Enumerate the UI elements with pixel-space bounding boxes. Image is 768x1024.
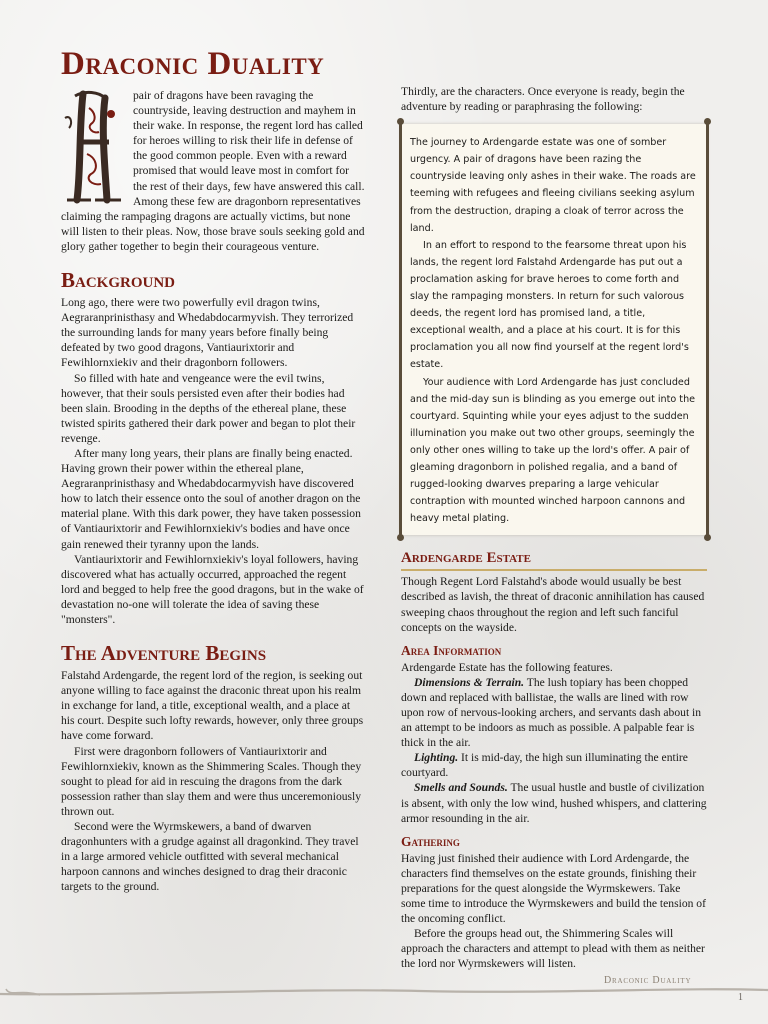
read-aloud-box bbox=[401, 124, 707, 535]
read-aloud-paragraph: In an effort to respond to the fearsome threat upon his lands, the regent lord Falstahd Ardengarde has put out a proclamation asking for brave heroes to come forth and slay the rampaging monsters. In return for such valorous deeds, the regent lord has promised land, a title, exceptional wealth, and a place at his court. It is for this proclamation you all now find yourself at the regent lord's estate. bbox=[410, 239, 689, 371]
intro-section bbox=[61, 88, 365, 254]
gathering-paragraph: Having just finished their audience with Lord Ardengarde, the characters find themselves on the estate grounds, finishing their preparations for the quest alongside the Wyrmskewers. Take some time to introduce the Wyrmskewers and build the tension of the oncoming conflict. bbox=[401, 851, 706, 926]
right-column bbox=[401, 84, 707, 972]
page-title: Draconic Duality bbox=[61, 46, 325, 82]
feature-lighting bbox=[401, 750, 707, 780]
footer-title: Draconic Duality bbox=[604, 975, 692, 986]
background-heading: Background bbox=[61, 268, 176, 293]
footer-ornament-line bbox=[0, 985, 768, 999]
feature-label: Dimensions & Terrain. bbox=[414, 675, 525, 689]
read-aloud-paragraph: Your audience with Lord Ardengarde has just concluded and the mid-day sun is blinding as you emerge out into the courtyard. Squinting while your eyes adjust to the sudden illumination you make out two other groups, seemingly the only other ones willing to take up the lord's offer. A pair of gleaming dragonborn in polished regalia, and a band of rugged-looking dwarves preparing a large vehicular contraption with mounted winched harpoon cannons and heavy metal plating. bbox=[410, 376, 696, 525]
gathering-paragraph: Before the groups head out, the Shimmering Scales will approach the characters and attempt to plead with them as neither the lord nor Wyrmskewers will listen. bbox=[401, 927, 705, 971]
intro-paragraph: pair of dragons have been ravaging the countryside, leaving destruction and mayhem in their wake. In response, the regent lord has called for heroes willing to risk their life in defense of the good common people. Even with a reward promised that would leave most in comfort for the rest of their days, few have answered this call. Among these few are dragonborn representatives claiming the rampaging dragons are actually victims, but none will listen to their pleas. Now, those brave souls seeking gold and glory gather together to begin their courageous venture. bbox=[61, 89, 365, 253]
feature-label: Lighting. bbox=[414, 751, 459, 765]
feature-smells bbox=[401, 780, 707, 825]
adventure-paragraph: Falstahd Ardengarde, the regent lord of the region, is seeking out anyone willing to face against the draconic threat upon his realm in exchange for land, a title, exceptional wealth, and a place at his court. Despite such lofty rewards, however, only three groups have come forward. bbox=[61, 669, 364, 743]
page-number: 1 bbox=[738, 992, 743, 1003]
feature-text: The lush topiary has been chopped down and replaced with ballistae, the walls are lined with row upon row of nervous-looking archers, and servants dash about in an attempt to be indoors as much as possible. A palpable fear is thick in the air. bbox=[401, 675, 702, 750]
box-corner-ornament bbox=[704, 118, 711, 125]
adventure-paragraph: Second were the Wyrmskewers, a band of dwarven dragonhunters with a grudge against all dragonkind. They travel in a large armored vehicle outfitted with several mechanical harpoon cannons and winches designed to drag their draconic targets to the ground. bbox=[61, 820, 359, 894]
background-paragraph: Vantiaurixtorir and Fewihlornxiekiv's loyal followers, having discovered what has actually occurred, approached the regent lord and begged to help free the good dragons, but in the wake of devastation no-one will tolerate the idea of saving these "monsters". bbox=[61, 552, 364, 626]
area-information-heading: Area Information bbox=[401, 642, 502, 658]
area-intro: Ardengarde Estate has the following features. bbox=[401, 660, 613, 674]
thirdly-paragraph: Thirdly, are the characters. Once everyone is ready, begin the adventure by reading or paraphrasing the following: bbox=[401, 85, 685, 114]
background-paragraph: After many long years, their plans are finally being enacted. Having grown their power within the ethereal plane, Aegraranprinisthasy and Whedabdocarmyvish have discovered how to latch their essence onto the soul of another dragon on the material plane. With this dark power, they have taken possession of Vantiaurixtorir and Fewihlornxiekiv's bodies and have once gain renewed their tyranny upon the lands. bbox=[61, 446, 361, 551]
background-paragraph: Long ago, there were two powerfully evil dragon twins, Aegraranprinisthasy and Whedabdocarmyvish. They terrorized the surrounding lands for many years before finally being defeated by two good dragons, Vantiaurixtorir and Fewihlornxiekiv and their dragonborn followers. bbox=[61, 296, 354, 370]
feature-dimensions bbox=[401, 675, 707, 750]
box-corner-ornament bbox=[397, 534, 404, 541]
feature-text: It is mid-day, the high sun illuminating the entire courtyard. bbox=[401, 751, 688, 780]
feature-label: Smells and Sounds. bbox=[414, 781, 508, 795]
background-paragraph: So filled with hate and vengeance were the evil twins, however, that their souls persisted even after their bodies had been slain. Brooding in the depths of the ethereal plane, these twisted spirits gathered their dark power and began to plot their revenge. bbox=[61, 371, 356, 445]
box-corner-ornament bbox=[397, 118, 404, 125]
gathering-heading: Gathering bbox=[401, 833, 460, 849]
read-aloud-paragraph: The journey to Ardengarde estate was one of somber urgency. A pair of dragons have been razing the countryside leaving only ashes in their wake. The roads are teeming with refugees and fleeing civilians seeking asylum from the destruction, draping a cloak of terror across the land. bbox=[410, 137, 696, 234]
dropcap-ornament bbox=[61, 88, 127, 206]
left-column bbox=[61, 46, 365, 895]
feature-text: The usual hustle and bustle of civilization is absent, with only the low wind, hushed whispers, and clattering armor resounding in the air. bbox=[401, 781, 707, 825]
estate-paragraph: Though Regent Lord Falstahd's abode would usually be best described as lavish, the threat of draconic annihilation has caused sweeping chaos throughout the region and left such fanciful concepts on the wayside. bbox=[401, 575, 705, 634]
adventure-heading: The Adventure Begins bbox=[61, 641, 267, 666]
box-corner-ornament bbox=[704, 534, 711, 541]
estate-heading: Ardengarde Estate bbox=[401, 549, 707, 571]
adventure-paragraph: First were dragonborn followers of Vantiaurixtorir and Fewihlornxiekiv, known as the Shimmering Scales. Though they sought to plead for aid in rescuing the dragons from the dark possession rather than slay them and were thus unceremoniously thrown out. bbox=[61, 744, 362, 818]
